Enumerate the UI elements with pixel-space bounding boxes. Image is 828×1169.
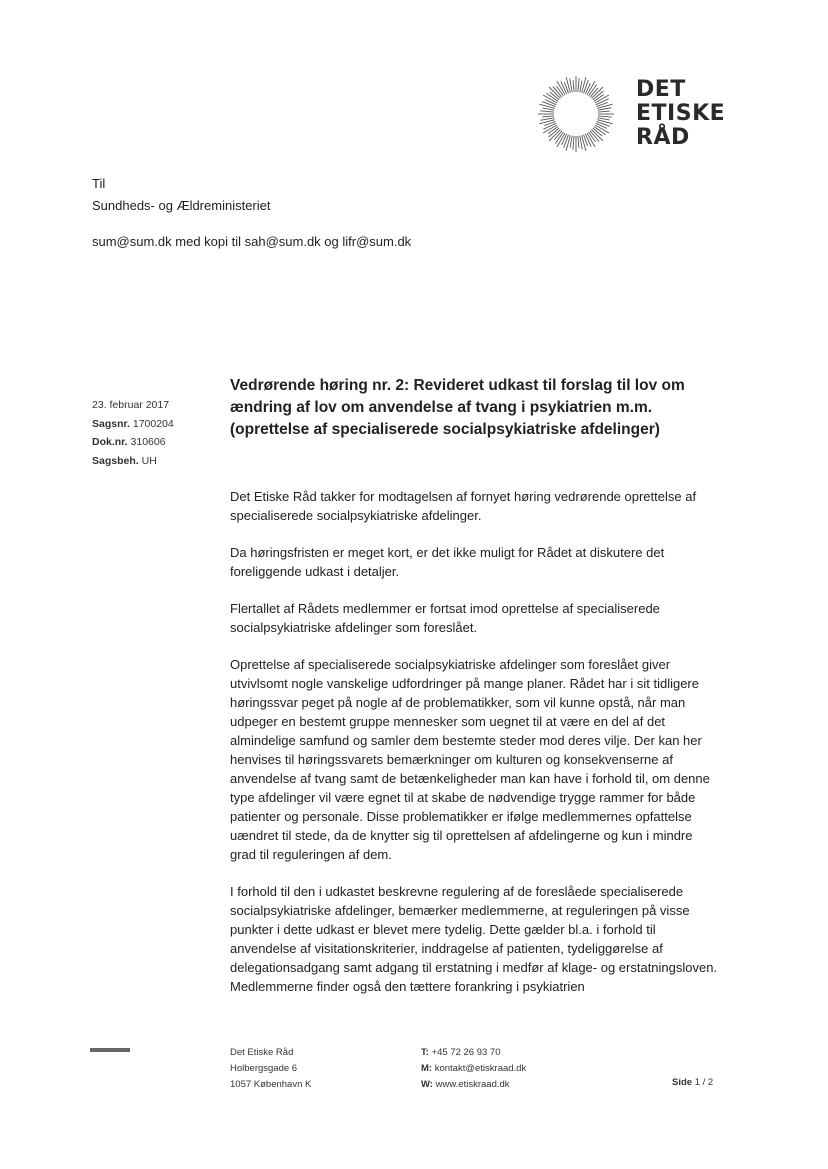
meta-sagsbeh bbox=[92, 452, 174, 471]
recipient-to-label: Til bbox=[92, 176, 106, 191]
footer-phone bbox=[421, 1045, 526, 1061]
footer-address bbox=[230, 1045, 311, 1093]
footer-web-label: W: bbox=[421, 1079, 433, 1090]
recipient-block bbox=[92, 173, 270, 217]
page-number bbox=[672, 1077, 713, 1088]
meta-sagsnr bbox=[92, 415, 174, 434]
meta-date: 23. februar 2017 bbox=[92, 399, 170, 411]
meta-sagsbeh-label: Sagsbeh. bbox=[92, 454, 139, 467]
sunburst-logo-icon bbox=[536, 74, 616, 154]
logo-line-1: DET bbox=[636, 77, 686, 102]
paragraph: Oprettelse af specialiserede socialpsykiatriske afdelinger som foreslået giver utvivlsomt nogle vanskelige udfordringer på mange planer. Rådet har i sit tidligere høringssvar peget på nogle af de problematikker, som vil kunne opstå, når man udpeger en bestemt gruppe mennesker som uegnet til at være en del af det almindelige samfund og samler dem bestemte steder mod deres vilje. Der kan her henvises til høringssvarets bemærkninger om kulturen og konsekvenserne af anvendelse af tvang samt de betænkeligheder man kan have i forhold til, om denne type afdelinger vil være egnet til at skabe de nødvendige trygge rammer for både patienter og personale. Disse problematikker er ifølge medlemmernes opfattelse uændret til stede, da de knytter sig til oprettelsen af afdelingerne og kun i mindre grad til reguleringen af dem. bbox=[230, 657, 710, 862]
page-number-value: 1 / 2 bbox=[694, 1077, 714, 1088]
meta-doknr-label: Dok.nr. bbox=[92, 436, 128, 448]
paragraph: I forhold til den i udkastet beskrevne regulering af de foreslåede specialiserede socialpsykiatriske afdelinger, bemærker medlemmerne, at reguleringen på visse punkter i dette udkast er blevet mere tydelig. Dette gælder bl.a. i forhold til anvendelse af visitationskriterier, inddragelse af patienten, tydeliggørelse af delegationsadgang samt adgang til erstatning i medfør af klage- og erstatningsloven. Medlemmerne finder også den tættere forankring i psykiatrien bbox=[230, 884, 718, 994]
paragraph: Flertallet af Rådets medlemmer er fortsat imod oprettelse af specialiserede socialpsykiatriske afdelinger som foreslået. bbox=[230, 601, 660, 635]
logo bbox=[536, 74, 726, 154]
footer-mail bbox=[421, 1061, 526, 1077]
logo-line-2: ETISKE bbox=[636, 101, 726, 126]
meta-doknr bbox=[92, 433, 174, 452]
paragraph: Da høringsfristen er meget kort, er det ikke muligt for Rådet at diskutere det foreliggende udkast i detaljer. bbox=[230, 545, 665, 579]
meta-sagsnr-label: Sagsnr. bbox=[92, 417, 130, 430]
footer-city: 1057 København K bbox=[230, 1079, 312, 1090]
footer-phone-value: +45 72 26 93 70 bbox=[431, 1047, 501, 1058]
meta-sagsnr-value: 1700204 bbox=[132, 417, 174, 430]
meta-doknr-value: 310606 bbox=[130, 436, 166, 448]
page-number-label: Side bbox=[672, 1077, 693, 1088]
footer-web bbox=[421, 1077, 526, 1093]
footer-web-value: www.etiskraad.dk bbox=[435, 1079, 510, 1090]
recipient-name: Sundheds- og Ældreministeriet bbox=[92, 198, 271, 213]
footer-mail-label: M: bbox=[421, 1063, 433, 1074]
letter-body bbox=[230, 487, 720, 1014]
paragraph: Det Etiske Råd takker for modtagelsen af fornyet høring vedrørende oprettelse af specialiserede socialpsykiatriske afdelinger. bbox=[230, 489, 697, 523]
meta-sagsbeh-value: UH bbox=[141, 454, 157, 467]
footer-street: Holbergsgade 6 bbox=[230, 1063, 298, 1074]
letter-subject: Vedrørende høring nr. 2: Revideret udkast til forslag til lov om ændring af lov om anvendelse af tvang i psykiatrien m.m. (oprettelse af specialiserede socialpsykiatriske afdelinger) bbox=[230, 377, 685, 438]
footer-contact bbox=[421, 1045, 526, 1093]
document-meta bbox=[92, 396, 174, 470]
recipient-email-line: sum@sum.dk med kopi til sah@sum.dk og lifr@sum.dk bbox=[92, 234, 412, 249]
footer-mail-value: kontakt@etiskraad.dk bbox=[434, 1063, 527, 1074]
footer-org: Det Etiske Råd bbox=[230, 1047, 294, 1058]
footer-phone-label: T: bbox=[421, 1047, 429, 1058]
logo-line-3: RÅD bbox=[636, 125, 690, 150]
footer-rule bbox=[90, 1048, 130, 1052]
logo-text bbox=[636, 78, 725, 150]
